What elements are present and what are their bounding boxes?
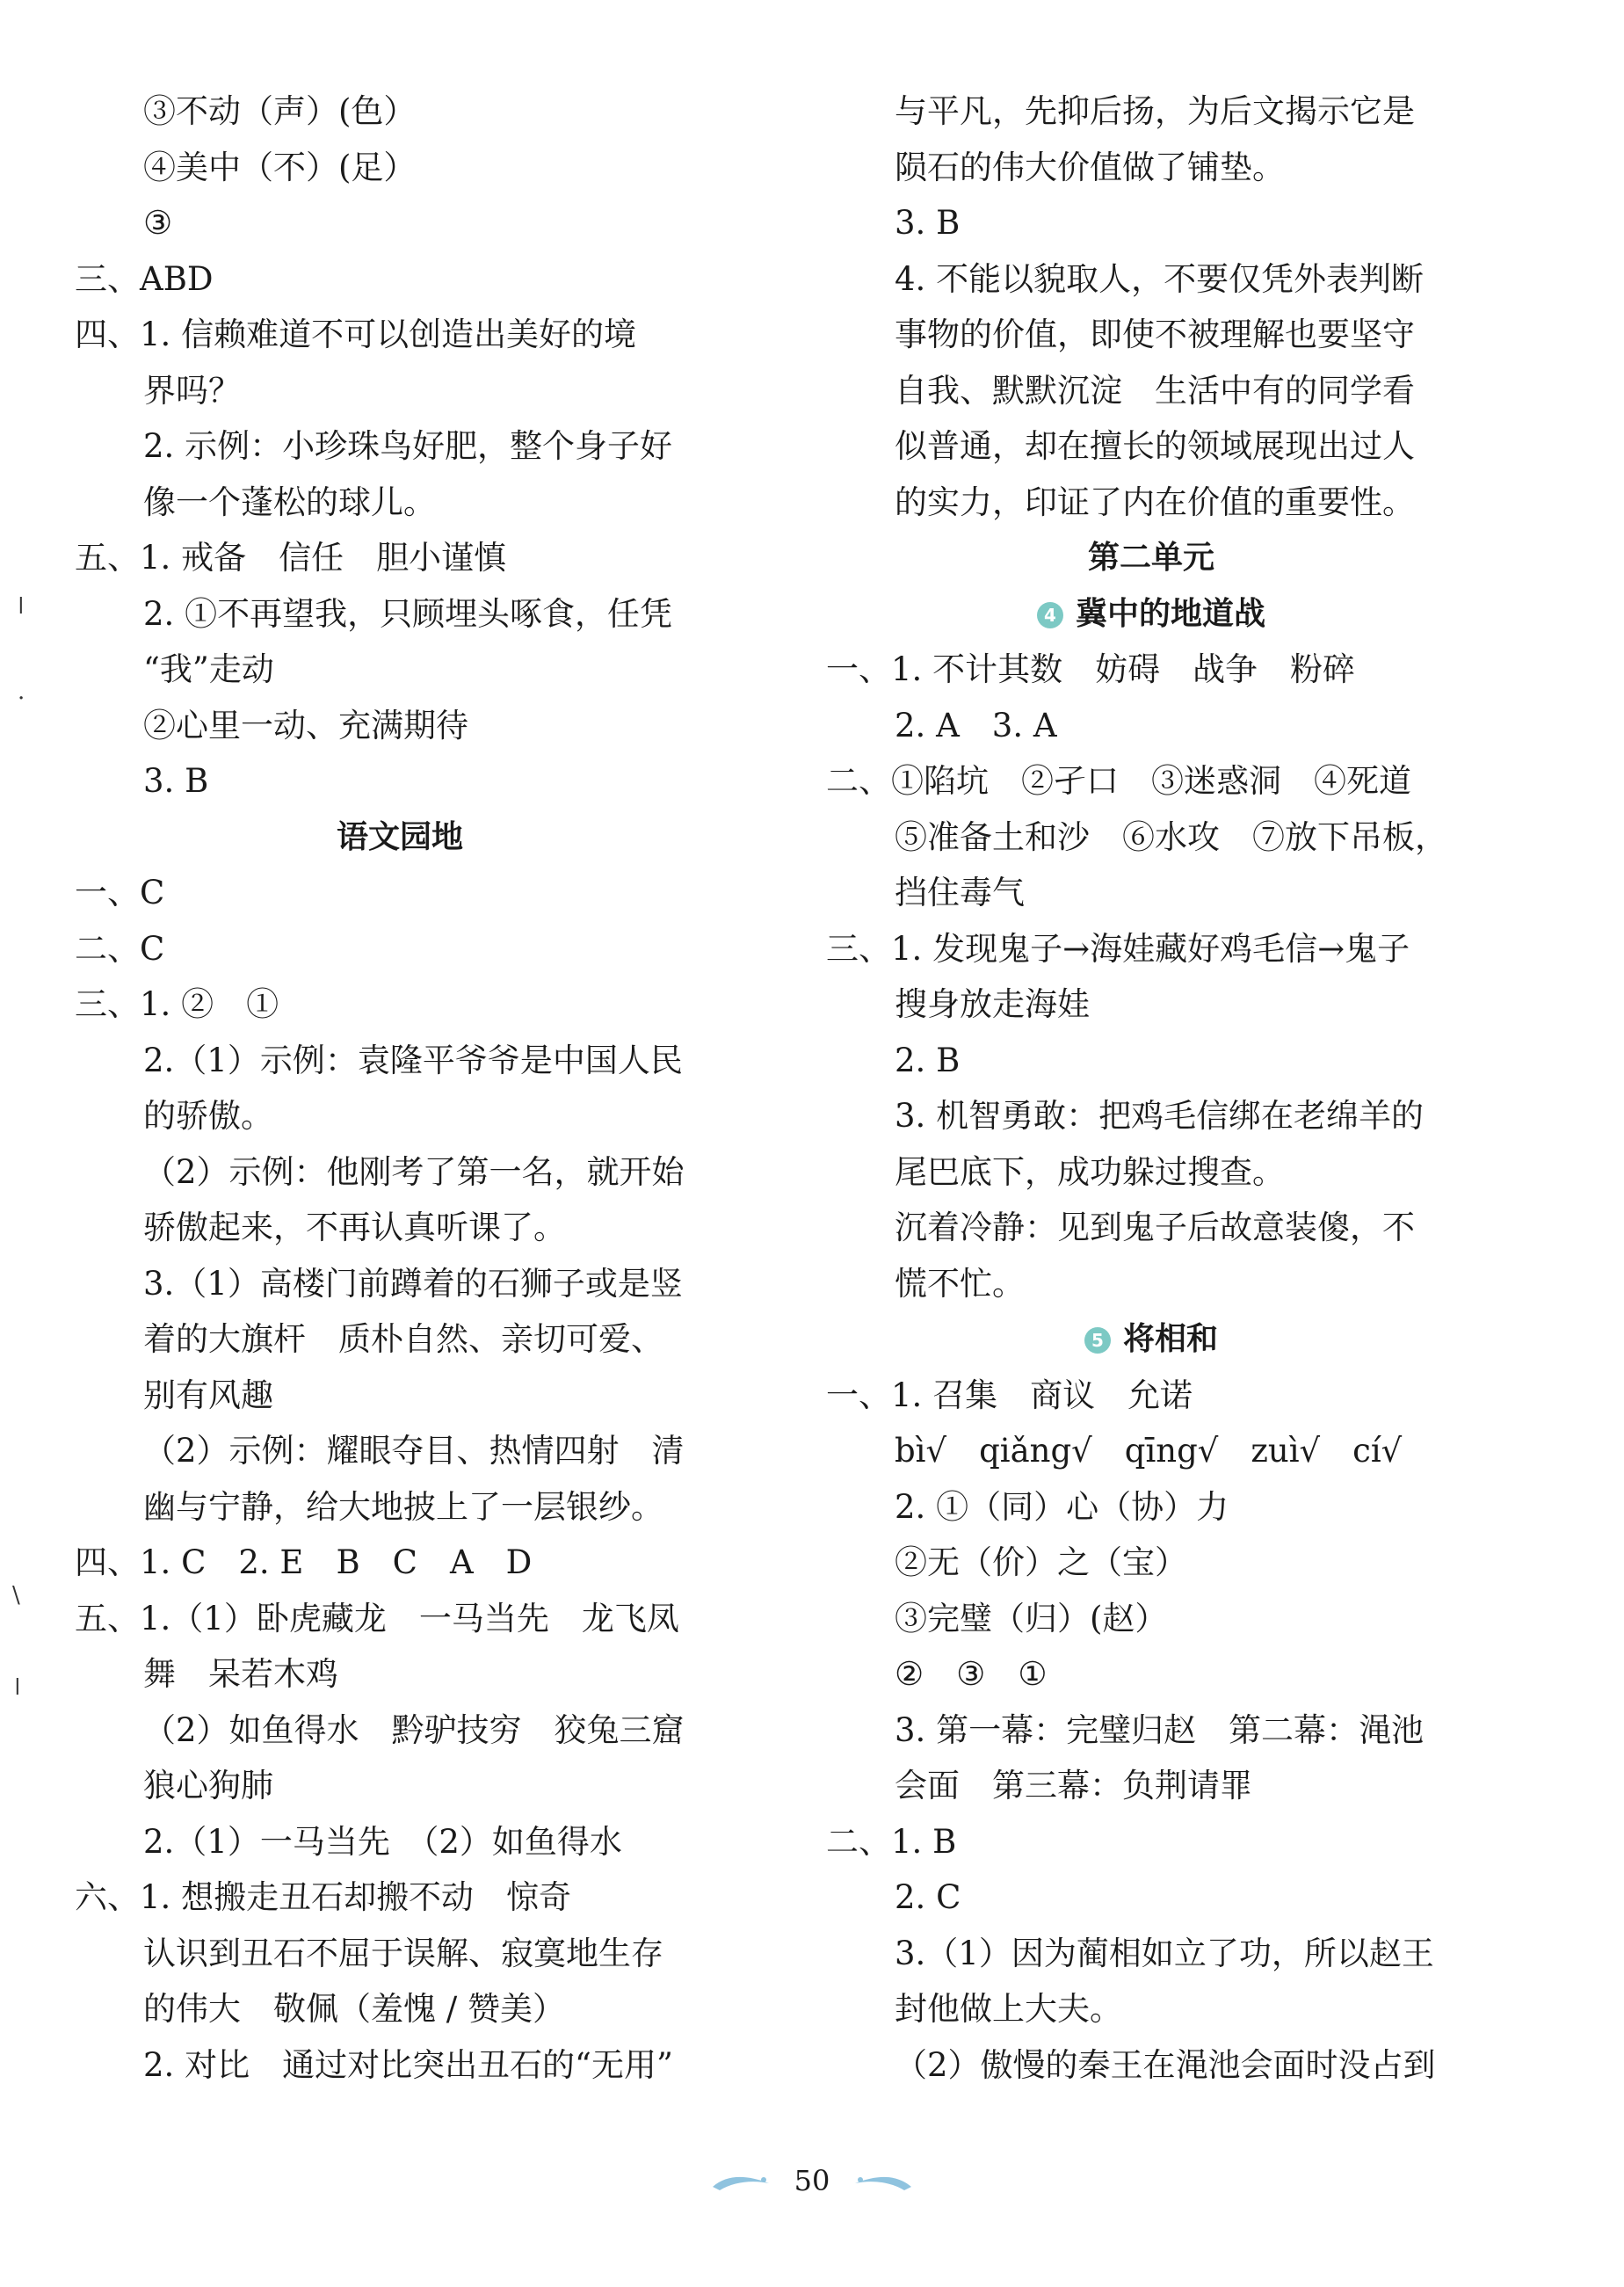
answer-line: 自我、默默沉淀 生活中有的同学看 (895, 371, 1415, 410)
heading-text: 将相和 (1122, 1321, 1218, 1357)
answer-line: 着的大旗杆 质朴自然、亲切可爱、 (143, 1320, 663, 1358)
heading-text: 第二单元 (1087, 540, 1214, 576)
answer-line: 二、①陷坑 ②孑口 ③迷惑洞 ④死道 (826, 762, 1411, 800)
scan-mark: · (18, 686, 25, 712)
answer-line: 六、1. 想搬走丑石却搬不动 惊奇 (75, 1878, 572, 1916)
answer-line: 4. 不能以貌取人，不要仅凭外表判断 (895, 259, 1425, 298)
answer-line: 二、1. B (826, 1822, 957, 1861)
answer-line: 界吗？ (143, 371, 241, 410)
answer-line: 三、1. 发现鬼子→海娃藏好鸡毛信→鬼子 (826, 929, 1410, 968)
section-heading (826, 530, 1476, 586)
answer-line: 别有风趣 (143, 1376, 273, 1414)
answer-line: （2）示例：耀眼夺目、热情四射 清 (143, 1432, 685, 1470)
answer-line: 2. C (895, 1878, 961, 1916)
right-ornament-icon (852, 2173, 913, 2194)
heading-text: 语文园地 (336, 818, 463, 855)
answer-line: 2. ①（同）心（协）力 (895, 1487, 1229, 1526)
answer-line: 像一个蓬松的球儿。 (143, 483, 436, 521)
answer-line: ⑤准备土和沙 ⑥水攻 ⑦放下吊板， (895, 817, 1447, 856)
heading-text: 冀中的地道战 (1075, 595, 1265, 632)
answer-line: 3. B (895, 204, 961, 242)
answer-line: 三、ABD (75, 259, 214, 298)
answer-line: 陨石的伟大价值做了铺垫。 (895, 148, 1285, 186)
answer-line: 搜身放走海娃 (895, 985, 1090, 1023)
answer-line: 四、1. C 2. E B C A D (75, 1543, 533, 1581)
answer-line: 似普通，却在擅长的领域展现出过人 (895, 427, 1415, 465)
answer-line: 2. B (895, 1041, 961, 1079)
answer-line: 舞 呆若木鸡 (143, 1655, 338, 1693)
answer-line: 一、C (75, 874, 165, 911)
answer-line: （2）如鱼得水 黔驴技穷 狡兔三窟 (143, 1710, 685, 1749)
answer-line: 3.（1）因为蔺相如立了功，所以赵王 (895, 1934, 1434, 1972)
answer-line: （2）傲慢的秦王在渑池会面时没占到 (895, 2045, 1436, 2084)
answer-line: ②心里一动、充满期待 (143, 706, 468, 744)
answer-line: 3.（1）高楼门前蹲着的石狮子或是竖 (143, 1264, 683, 1303)
answer-line: 五、1. 戒备 信任 胆小谨慎 (75, 539, 507, 577)
section-heading (75, 810, 725, 866)
section-heading (826, 586, 1476, 643)
answer-line: 骄傲起来，不再认真听课了。 (143, 1209, 566, 1246)
answer-line: 幽与宁静，给大地披上了一层银纱。 (143, 1487, 663, 1526)
right-column (826, 83, 1476, 2093)
answer-line: 慌不忙。 (895, 1264, 1025, 1303)
answer-line: 狼心狗肺 (143, 1767, 273, 1804)
answer-line: 挡住毒气 (895, 874, 1025, 911)
answer-line: ② ③ ① (895, 1655, 1048, 1693)
answer-line: 2.（1）示例：袁隆平爷爷是中国人民 (143, 1041, 683, 1079)
scan-mark: ǀ (14, 1674, 21, 1701)
answer-line: 封他做上大夫。 (895, 1990, 1122, 2028)
answer-line: 的伟大 敬佩（羞愧 / 赞美） (143, 1990, 565, 2028)
answer-line: （2）示例：他刚考了第一名，就开始 (143, 1152, 685, 1191)
answer-line: ③ (143, 204, 173, 242)
answer-line: 五、1.（1）卧虎藏龙 一马当先 龙飞凤 (75, 1599, 679, 1637)
answer-line: 2. ①不再望我，只顾埋头啄食，任凭 (143, 594, 673, 633)
answer-line: ②无（价）之（宝） (895, 1543, 1187, 1581)
lesson-number-badge: 4 (1037, 602, 1063, 628)
answer-line: ③完璧（归）(赵） (895, 1599, 1168, 1637)
answer-line: “我”走动 (143, 650, 274, 688)
answer-line: 会面 第三幕：负荆请罪 (895, 1767, 1252, 1804)
left-ornament-icon (711, 2173, 772, 2194)
answer-line: 3. 机智勇敢：把鸡毛信绑在老绵羊的 (895, 1097, 1425, 1135)
scan-mark: ǀ (18, 593, 25, 620)
answer-line: 3. 第一幕：完璧归赵 第二幕：渑池 (895, 1710, 1425, 1749)
answer-line: ④美中（不）(足） (143, 148, 417, 186)
answer-line: 三、1. ② ① (75, 985, 279, 1023)
section-heading (826, 1311, 1476, 1368)
left-column (75, 83, 725, 2093)
answer-line: 沉着冷静：见到鬼子后故意装傻，不 (895, 1209, 1415, 1246)
scan-mark: \ (12, 1582, 20, 1608)
answer-line: 四、1. 信赖难道不可以创造出美好的境 (75, 316, 637, 353)
answer-line: 认识到丑石不屈于误解、寂寞地生存 (143, 1934, 663, 1972)
page-number: 50 (794, 2164, 830, 2197)
lesson-number-badge: 5 (1084, 1327, 1111, 1354)
answer-line: 2. 示例：小珍珠鸟好肥，整个身子好 (143, 427, 673, 465)
answer-line: 一、1. 召集 商议 允诺 (826, 1376, 1193, 1414)
answer-line: 2. A 3. A (895, 706, 1057, 744)
answer-line: ③不动（声）(色） (143, 92, 417, 130)
answer-line: bì√ qiǎng√ qīng√ zuì√ cí√ (895, 1432, 1403, 1470)
answer-line: 2. 对比 通过对比突出丑石的“无用” (143, 2045, 673, 2084)
answer-line: 的实力，印证了内在价值的重要性。 (895, 483, 1415, 521)
answer-line: 一、1. 不计其数 妨碍 战争 粉碎 (826, 650, 1356, 688)
answer-line: 事物的价值，即使不被理解也要坚守 (895, 316, 1415, 353)
answer-line: 3. B (143, 762, 209, 800)
answer-line: 二、C (75, 929, 165, 968)
page-footer (0, 2164, 1624, 2197)
answer-line: 与平凡，先抑后扬，为后文揭示它是 (895, 92, 1415, 130)
answer-line: 的骄傲。 (143, 1097, 273, 1135)
answer-line: 2.（1）一马当先 （2）如鱼得水 (143, 1822, 622, 1861)
answer-line: 尾巴底下，成功躲过搜查。 (895, 1152, 1285, 1191)
